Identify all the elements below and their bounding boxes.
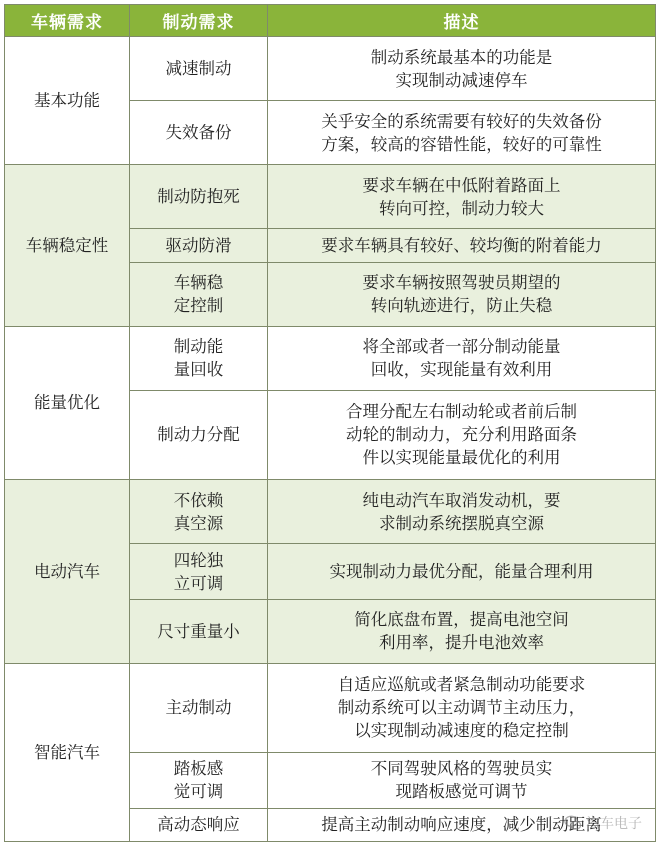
description-text: 关乎安全的系统需要有较好的失效备份 方案，较高的容错性能，较好的可靠性 <box>321 111 602 154</box>
brake-need-cell <box>130 326 268 390</box>
brake-need-text: 四轮独 立可调 <box>173 550 224 593</box>
brake-requirements-table <box>4 4 656 842</box>
description-text: 要求车辆按照驾驶员期望的 转向轨迹进行，防止失稳 <box>362 273 561 316</box>
description-cell <box>268 808 656 841</box>
header-row <box>5 5 656 37</box>
description-text: 简化底盘布置，提高电池空间 利用率，提升电池效率 <box>354 610 569 653</box>
brake-need-text: 减速制动 <box>165 59 232 79</box>
table-header <box>5 5 656 37</box>
watermark-text: 汽车电子 <box>586 816 642 832</box>
brake-need-text: 不依赖 真空源 <box>173 490 224 533</box>
header-vehicle-need: 车辆需求 <box>5 5 130 37</box>
vehicle-need-text: 智能汽车 <box>34 742 100 762</box>
vehicle-need-cell <box>5 326 130 479</box>
brake-need-text: 踏板感 觉可调 <box>173 759 224 802</box>
vehicle-need-cell <box>5 37 130 165</box>
brake-need-cell <box>130 262 268 326</box>
brake-need-cell <box>130 480 268 544</box>
description-text: 制动系统最基本的功能是 实现制动减速停车 <box>370 47 553 90</box>
header-description: 描述 <box>268 5 656 37</box>
brake-need-text: 高动态响应 <box>157 815 240 835</box>
brake-need-text: 车辆稳 定控制 <box>173 273 224 316</box>
description-text: 将全部或者一部分制动能量 回收，实现能量有效利用 <box>362 337 561 380</box>
requirement-group <box>5 165 656 326</box>
brake-need-cell <box>130 544 268 600</box>
description-cell <box>268 390 656 479</box>
description-text: 要求车辆具有较好、较均衡的附着能力 <box>321 235 602 255</box>
description-cell <box>268 752 656 808</box>
description-cell <box>268 600 656 663</box>
brake-need-text: 失效备份 <box>165 123 232 143</box>
brake-need-cell <box>130 808 268 841</box>
brake-need-cell <box>130 165 268 229</box>
table-row <box>5 326 656 390</box>
table-row <box>5 663 656 752</box>
description-text: 不同驾驶风格的驾驶员实 现踏板感觉可调节 <box>370 759 553 802</box>
description-cell <box>268 544 656 600</box>
description-cell <box>268 229 656 262</box>
description-cell <box>268 165 656 229</box>
brake-need-cell <box>130 752 268 808</box>
brake-need-cell <box>130 600 268 663</box>
description-cell <box>268 37 656 101</box>
description-text: 纯电动汽车取消发动机，要 求制动系统摆脱真空源 <box>362 490 561 533</box>
vehicle-need-cell <box>5 480 130 663</box>
requirement-group <box>5 326 656 479</box>
requirement-group <box>5 37 656 165</box>
table-row <box>5 37 656 101</box>
vehicle-need-cell <box>5 165 130 326</box>
brake-need-text: 尺寸重量小 <box>157 621 240 641</box>
brake-need-cell <box>130 229 268 262</box>
header-brake-need: 制动需求 <box>130 5 268 37</box>
description-cell <box>268 101 656 165</box>
brake-need-cell <box>130 37 268 101</box>
requirement-group <box>5 663 656 841</box>
brake-need-text: 制动力分配 <box>157 425 240 445</box>
vehicle-need-text: 电动汽车 <box>34 561 100 581</box>
brake-need-cell <box>130 390 268 479</box>
requirement-group <box>5 480 656 663</box>
description-text: 实现制动力最优分配，能量合理利用 <box>329 562 594 582</box>
brake-need-cell <box>130 663 268 752</box>
brake-need-cell <box>130 101 268 165</box>
table-row <box>5 165 656 229</box>
vehicle-need-text: 能量优化 <box>34 393 100 413</box>
description-text: 要求车辆在中低附着路面上 转向可控，制动力较大 <box>362 175 561 218</box>
description-text: 提高主动制动响应速度，减少制动距离 <box>321 815 602 835</box>
brake-need-text: 制动防抱死 <box>157 187 240 207</box>
description-cell <box>268 326 656 390</box>
brake-need-text: 主动制动 <box>165 698 232 718</box>
description-cell <box>268 262 656 326</box>
description-cell <box>268 480 656 544</box>
vehicle-need-cell <box>5 663 130 841</box>
description-cell <box>268 663 656 752</box>
description-text: 自适应巡航或者紧急制动功能要求 制动系统可以主动调节主动压力， 以实现制动减速度的稳定控制 <box>337 675 586 741</box>
vehicle-need-text: 车辆稳定性 <box>25 236 109 255</box>
vehicle-need-text: 基本功能 <box>34 91 100 111</box>
table-row <box>5 480 656 544</box>
brake-need-text: 制动能 量回收 <box>173 337 224 380</box>
description-text: 合理分配左右制动轮或者前后制 动轮的制动力，充分利用路面条 件以实现能量最优化的利用 <box>346 402 577 468</box>
brake-need-text: 驱动防滑 <box>165 235 232 255</box>
